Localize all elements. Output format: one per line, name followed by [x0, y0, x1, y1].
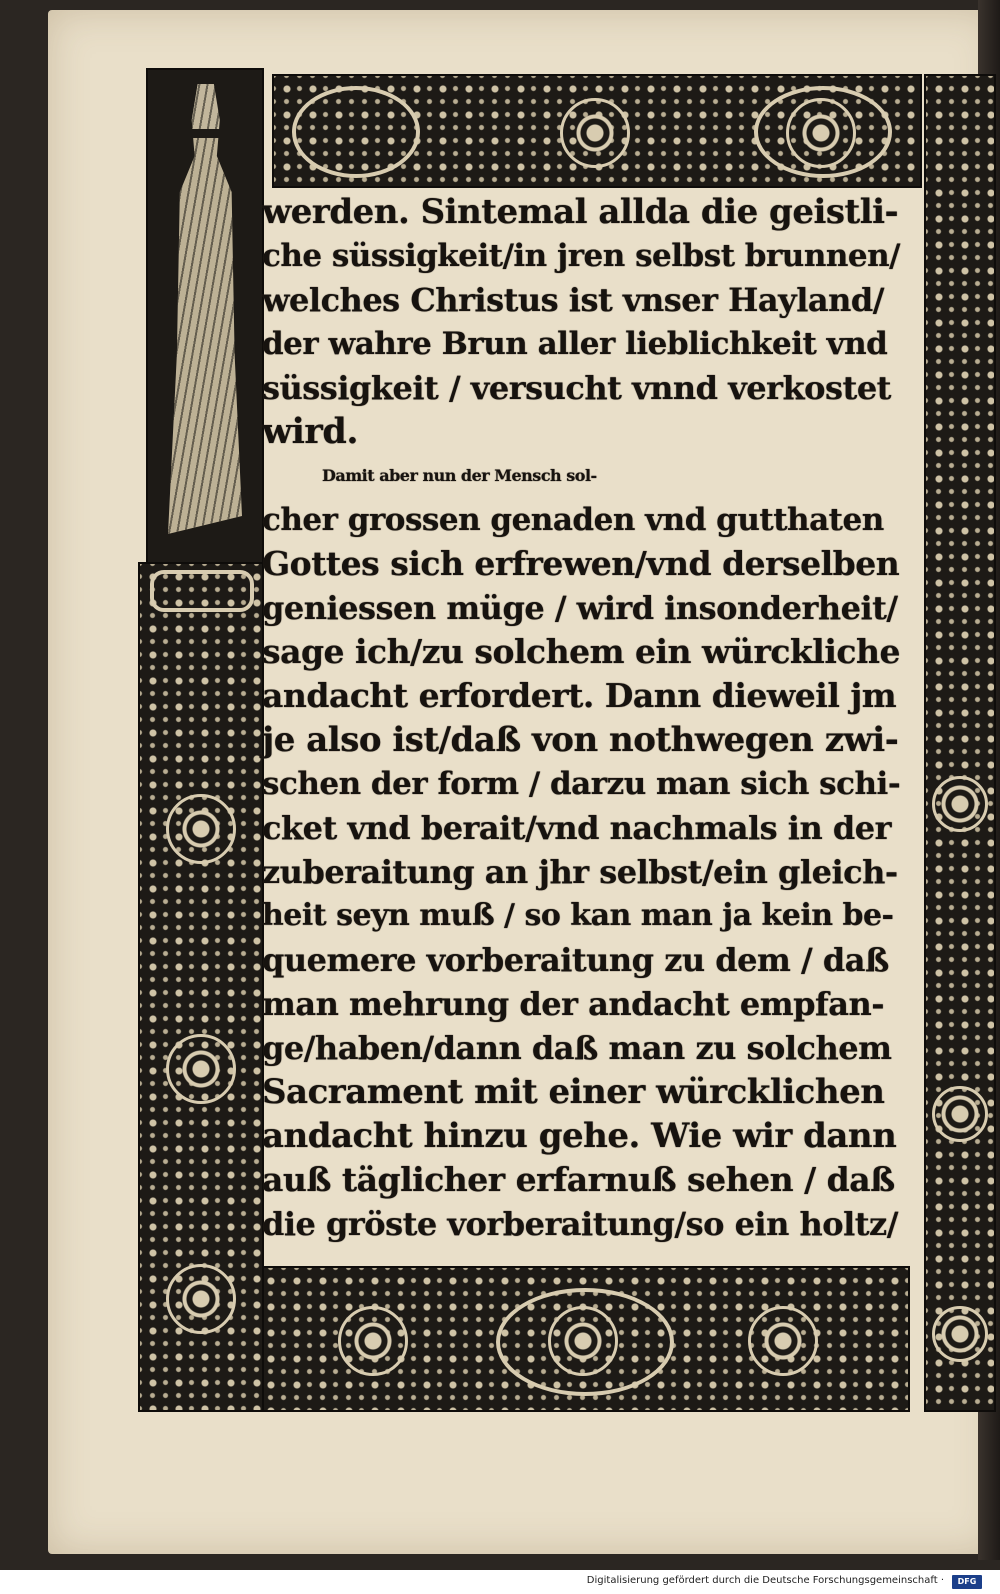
text-line: geniessen müge / wird insonderheit/ — [262, 589, 898, 627]
text-line: ge/haben/dann daß man zu solchem — [262, 1029, 892, 1067]
text-line: süssigkeit / versucht vnnd verkostet — [262, 369, 891, 407]
text-line: der wahre Brun aller lieblichkeit vnd — [262, 326, 888, 362]
text-line: andacht hinzu gehe. Wie wir dann — [262, 1116, 897, 1156]
text-line: andacht erfordert. Dann dieweil jm — [262, 676, 897, 715]
text-line: quemere vorberaitung zu dem / daß — [262, 941, 889, 979]
bottom-woodcut-border-icon — [256, 1266, 910, 1412]
text-line: auß täglicher erfarnuß sehen / daß — [262, 1160, 895, 1199]
dfg-logo-icon: DFG — [952, 1575, 982, 1589]
text-line: heit seyn muß / so kan man ja kein be- — [262, 898, 894, 933]
text-line: werden. Sintemal allda die geistli- — [262, 192, 899, 232]
text-line: cket vnd berait/vnd nachmals in der — [262, 809, 891, 847]
text-line: zuberaitung an jhr selbst/ein gleich- — [262, 853, 898, 891]
page-text — [262, 190, 902, 1260]
left-woodcut-figure-icon — [146, 68, 264, 564]
text-line: wird. — [262, 411, 359, 452]
text-line: che süssigkeit/in jren selbst brunnen/ — [262, 238, 901, 274]
right-woodcut-border-icon — [924, 74, 996, 1412]
text-line: Sacrament mit einer würcklichen — [262, 1072, 885, 1112]
text-line: schen der form / darzu man sich schi- — [262, 766, 901, 802]
text-line: cher grossen genaden vnd gutthaten — [262, 502, 884, 538]
text-line: sage ich/zu solchem ein würckliche — [262, 632, 900, 671]
text-line: je also ist/daß von nothwegen zwi- — [262, 720, 899, 760]
text-line: man mehrung der andacht empfan- — [262, 985, 885, 1023]
text-line: die gröste vorberaitung/so ein holtz/ — [262, 1205, 898, 1243]
text-line: welches Christus ist vnser Hayland/ — [262, 281, 884, 319]
left-woodcut-ornament-icon — [138, 562, 264, 1412]
text-line: Gottes sich erfrewen/vnd derselben — [262, 544, 900, 583]
digitization-footer — [0, 1570, 1000, 1594]
top-woodcut-border-icon — [272, 74, 922, 188]
footer-credit: Digitalisierung gefördert durch die Deutsche Forschungsgemeinschaft · — [586, 1575, 944, 1586]
text-line: Damit aber nun der Mensch sol- — [322, 466, 597, 485]
